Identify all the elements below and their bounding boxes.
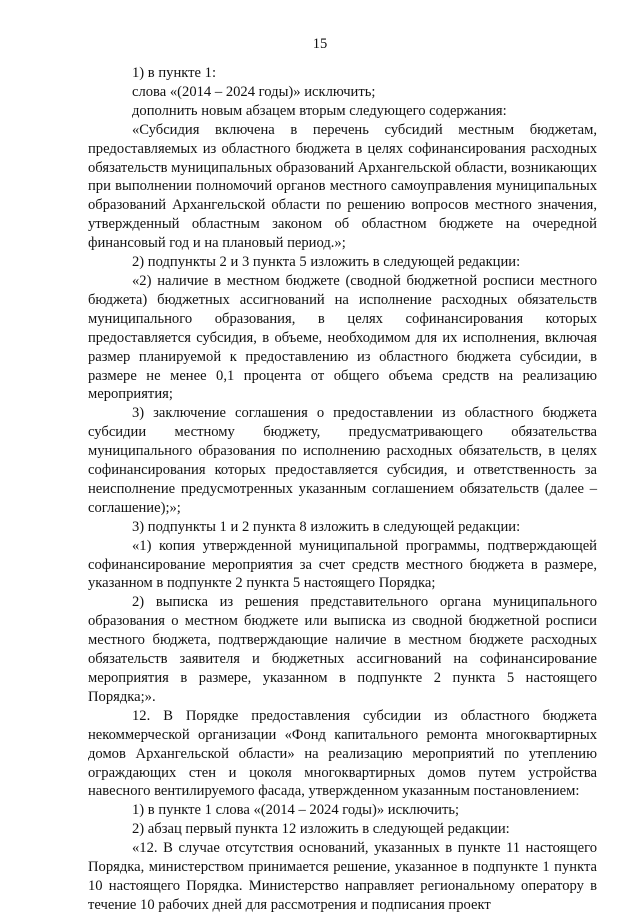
document-body — [88, 64, 597, 915]
paragraph: «Субсидия включена в перечень субсидий местным бюджетам, предоставляемых из областного бюджета в целях софинансирования расходных обязательств муниципальных образований Архангельской области, возникающих при выполнении полномочий органов местного самоуправления муниципальных образований Архангельской области по решению вопросов местного значения, утвержденный областным законом об областном бюджете на очередной финансовый год и на плановый период.»; — [88, 121, 597, 252]
paragraph: «1) копия утвержденной муниципальной программы, подтверждающей софинансирование мероприятия за счет средств местного бюджета в размере, указанном в подпункте 2 пункта 5 настоящего Порядка; — [88, 537, 597, 592]
paragraph: 12. В Порядке предоставления субсидии из областного бюджета некоммерческой организации «Фонд капитального ремонта многоквартирных домов Архангельской области» на реализацию мероприятий по утеплению ограждающих стен и цоколя многоквартирных домов путем устройства навесного вентилируемого фасада, утвержденном указанным постановлением: — [88, 707, 597, 800]
paragraph: «2) наличие в местном бюджете (сводной бюджетной росписи местного бюджета) бюджетных ассигнований на исполнение расходных обязательств муниципального образования, в целях софинансирования которых предоставляется субсидия, в объеме, необходимом для их исполнения, включая размер планируемой к предоставлению из областного бюджета субсидии, в размере не менее 0,1 процента от общего объема средств на реализацию мероприятия; — [88, 272, 597, 403]
paragraph: «12. В случае отсутствия оснований, указанных в пункте 11 настоящего Порядка, министерством принимается решение, указанное в подпункте 1 пункта 10 настоящего Порядка. Министерство направляет региональному оператору в течение 10 рабочих дней для рассмотрения и подписания проект — [88, 840, 597, 913]
paragraph: 3) подпункты 1 и 2 пункта 8 изложить в следующей редакции: — [132, 518, 521, 535]
paragraph: 2) выписка из решения представительного органа муниципального образования о местном бюджете или выписка из сводной бюджетной росписи местного бюджета, подтверждающие наличие в местном бюджете расходных обязательств заявителя и бюджетных ассигнований на софинансирование мероприятия в размере, указанном в подпункте 2 пункта 5 настоящего Порядка;». — [88, 594, 597, 705]
paragraph: слова «(2014 – 2024 годы)» исключить; — [132, 83, 376, 100]
page-number: 15 — [312, 36, 328, 52]
paragraph: 3) заключение соглашения о предоставлении из областного бюджета субсидии местному бюджету, предусматривающего обязательства муниципального образования по исполнению расходных обязательств, в целях софинансирования которых предоставляется субсидия, и ответственность за неисполнение предусмотренных указанным соглашением обязательств (далее – соглашение);»; — [88, 405, 597, 516]
paragraph: дополнить новым абзацем вторым следующего содержания: — [132, 102, 507, 119]
paragraph: 2) подпункты 2 и 3 пункта 5 изложить в следующей редакции: — [132, 254, 521, 271]
paragraph: 1) в пункте 1: — [132, 65, 217, 81]
paragraph: 2) абзац первый пункта 12 изложить в следующей редакции: — [132, 821, 510, 838]
paragraph: 1) в пункте 1 слова «(2014 – 2024 годы)» исключить; — [132, 802, 460, 819]
